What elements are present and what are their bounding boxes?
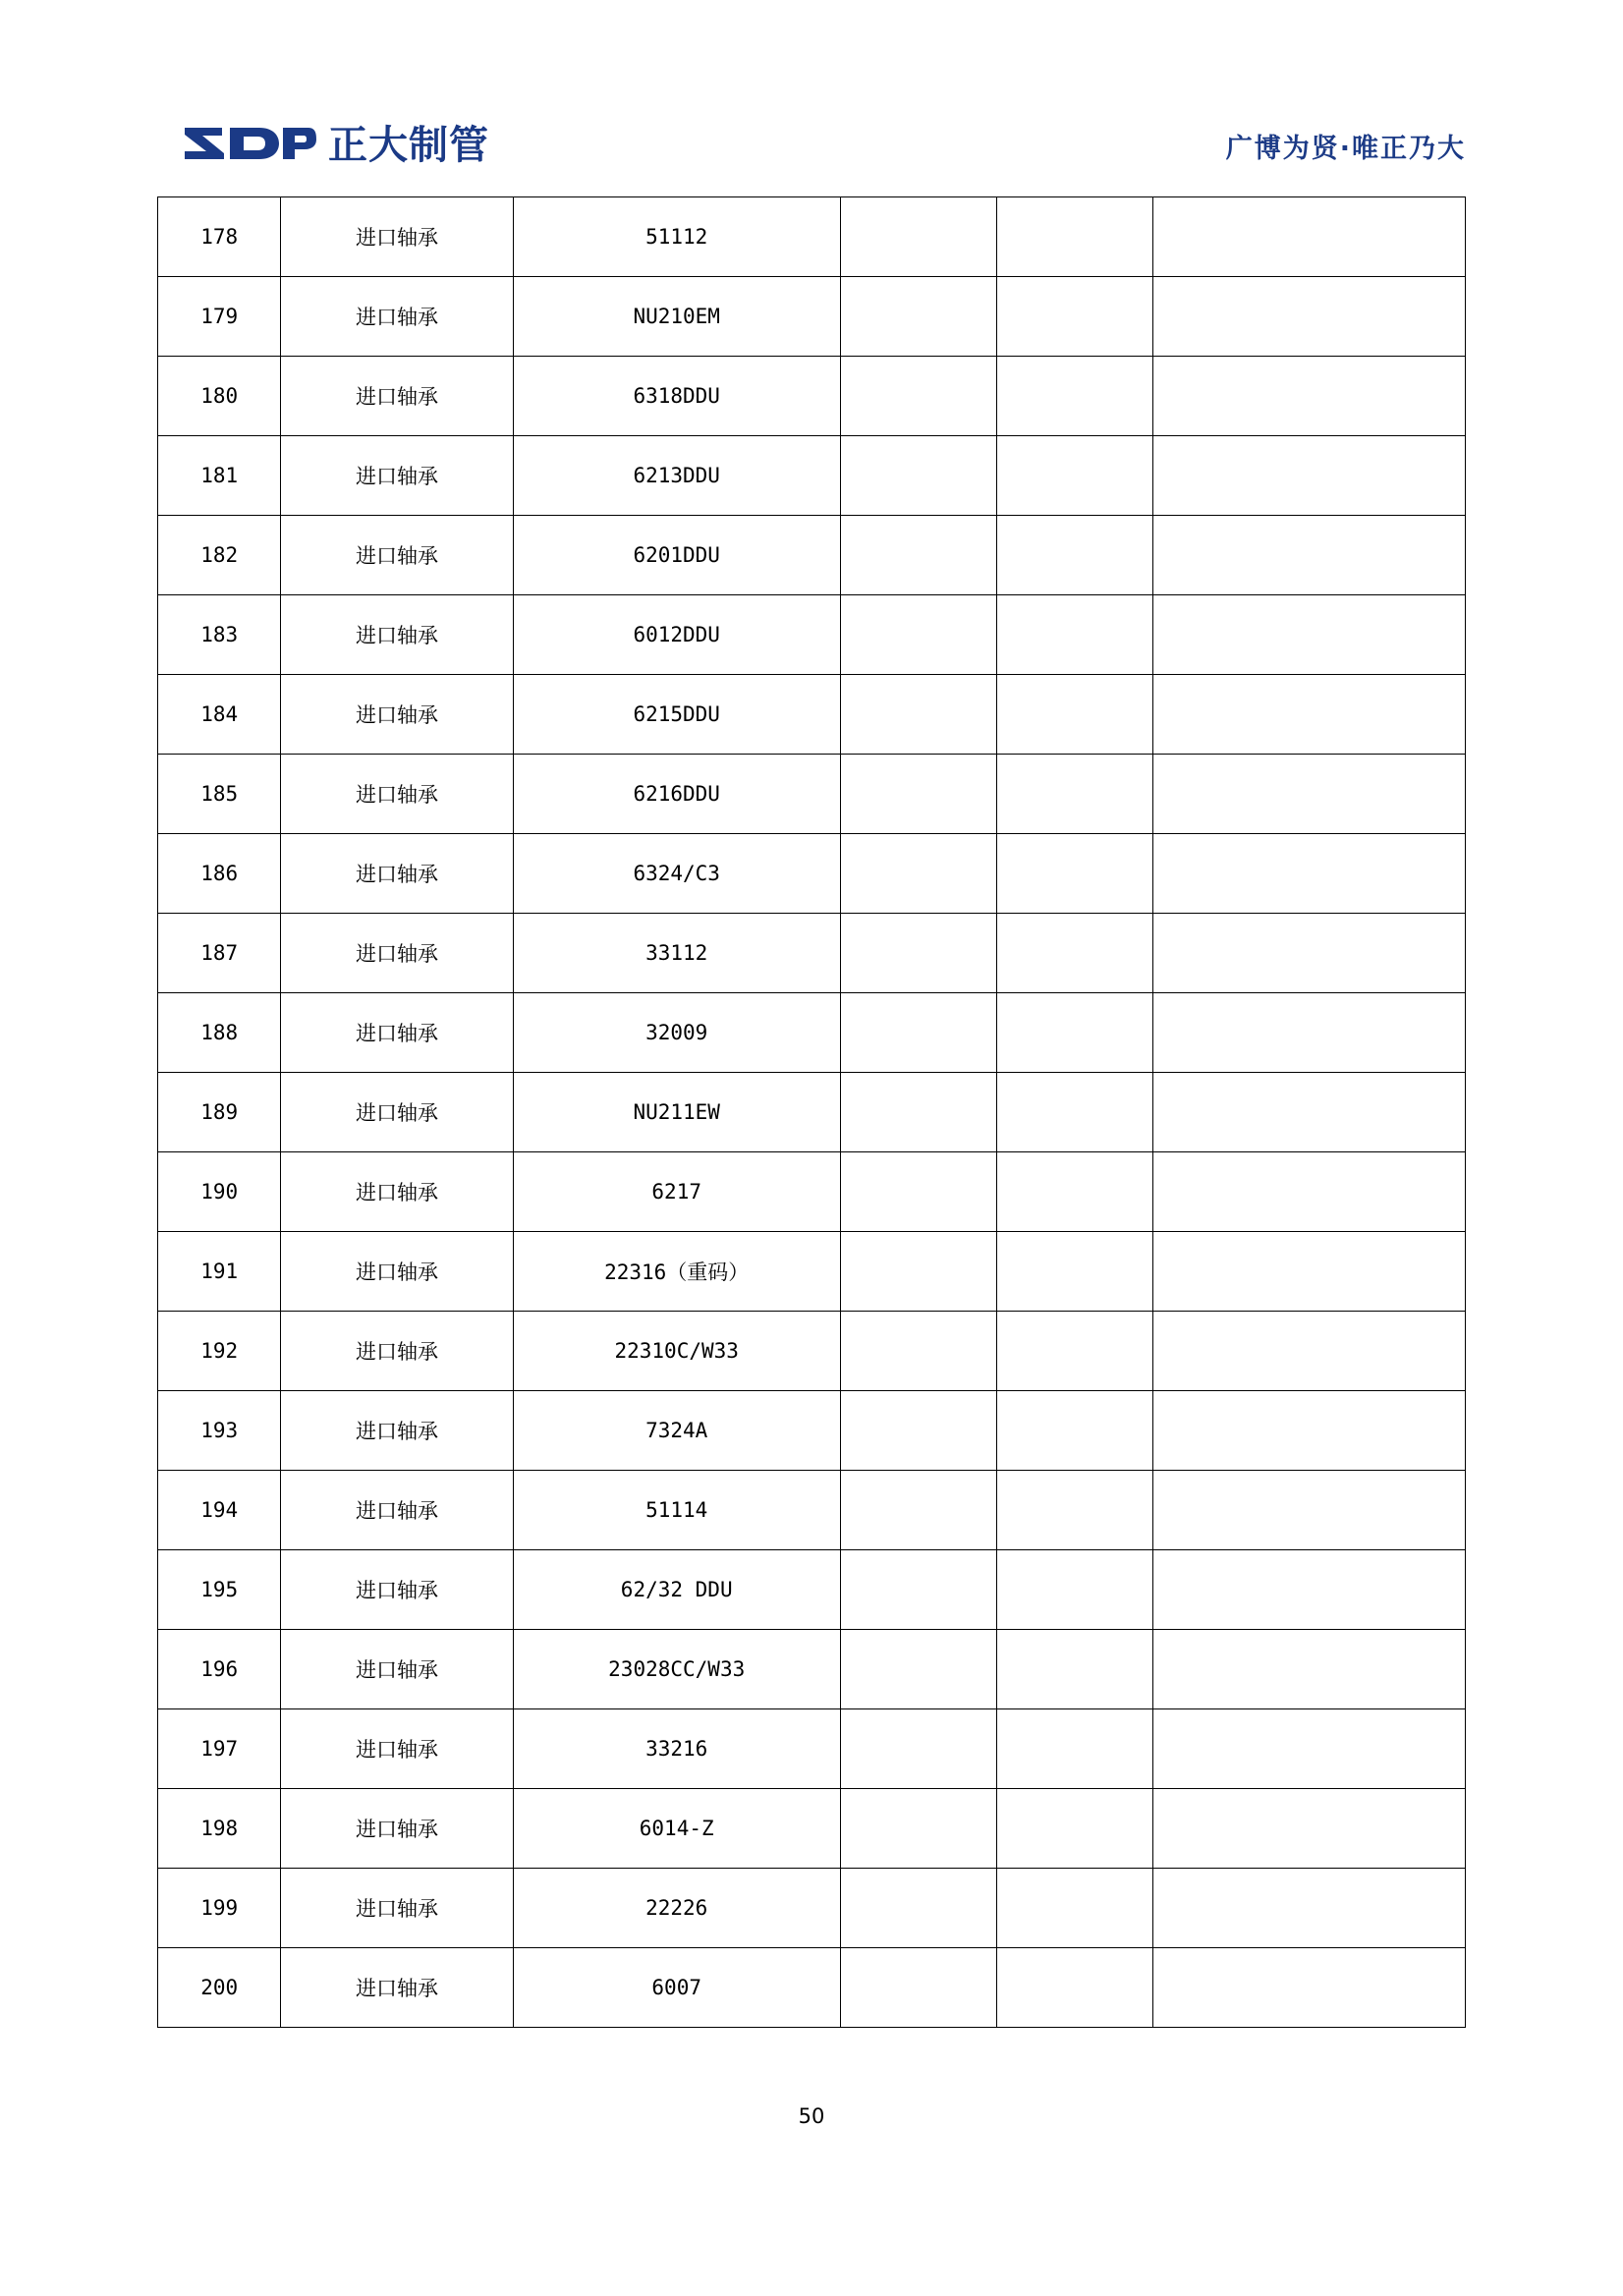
cell-name: 进口轴承 xyxy=(281,675,513,755)
cell-index: 186 xyxy=(158,834,281,914)
table-row xyxy=(158,1312,1466,1391)
cell-blank-3 xyxy=(1153,595,1466,675)
cell-name: 进口轴承 xyxy=(281,755,513,834)
cell-model: 7324A xyxy=(513,1391,840,1471)
table-row xyxy=(158,1550,1466,1630)
cell-name: 进口轴承 xyxy=(281,1471,513,1550)
cell-blank-2 xyxy=(997,675,1153,755)
cell-blank-2 xyxy=(997,1948,1153,2028)
table-row xyxy=(158,1709,1466,1789)
cell-blank-1 xyxy=(840,755,996,834)
cell-model: 6215DDU xyxy=(513,675,840,755)
cell-index: 183 xyxy=(158,595,281,675)
cell-index: 199 xyxy=(158,1869,281,1948)
cell-blank-2 xyxy=(997,516,1153,595)
cell-blank-1 xyxy=(840,436,996,516)
cell-index: 196 xyxy=(158,1630,281,1709)
cell-name: 进口轴承 xyxy=(281,1232,513,1312)
cell-blank-2 xyxy=(997,436,1153,516)
cell-blank-2 xyxy=(997,1869,1153,1948)
cell-blank-2 xyxy=(997,834,1153,914)
cell-blank-3 xyxy=(1153,1312,1466,1391)
cell-blank-1 xyxy=(840,1312,996,1391)
cell-name: 进口轴承 xyxy=(281,1789,513,1869)
cell-model: 6324/C3 xyxy=(513,834,840,914)
cell-index: 195 xyxy=(158,1550,281,1630)
cell-index: 178 xyxy=(158,197,281,277)
cell-index: 194 xyxy=(158,1471,281,1550)
cell-blank-3 xyxy=(1153,755,1466,834)
cell-blank-3 xyxy=(1153,1232,1466,1312)
cell-model: 33112 xyxy=(513,914,840,993)
cell-blank-3 xyxy=(1153,675,1466,755)
table-row xyxy=(158,1869,1466,1948)
company-slogan: 广博为贤·唯正乃大 xyxy=(1225,133,1466,164)
cell-blank-1 xyxy=(840,1709,996,1789)
cell-blank-1 xyxy=(840,1232,996,1312)
cell-name: 进口轴承 xyxy=(281,1709,513,1789)
cell-blank-1 xyxy=(840,357,996,436)
table-row xyxy=(158,436,1466,516)
cell-blank-3 xyxy=(1153,197,1466,277)
cell-blank-2 xyxy=(997,1391,1153,1471)
table-row xyxy=(158,1391,1466,1471)
cell-blank-3 xyxy=(1153,357,1466,436)
cell-model: 51114 xyxy=(513,1471,840,1550)
cell-blank-2 xyxy=(997,197,1153,277)
cell-blank-3 xyxy=(1153,834,1466,914)
cell-name: 进口轴承 xyxy=(281,1312,513,1391)
cell-index: 182 xyxy=(158,516,281,595)
cell-blank-3 xyxy=(1153,914,1466,993)
cell-blank-1 xyxy=(840,834,996,914)
cell-blank-1 xyxy=(840,1550,996,1630)
table-row xyxy=(158,1152,1466,1232)
cell-name: 进口轴承 xyxy=(281,1152,513,1232)
cell-blank-1 xyxy=(840,277,996,357)
cell-model: NU211EW xyxy=(513,1073,840,1152)
cell-model: 22226 xyxy=(513,1869,840,1948)
cell-name: 进口轴承 xyxy=(281,197,513,277)
table-row xyxy=(158,595,1466,675)
cell-blank-2 xyxy=(997,755,1153,834)
cell-blank-1 xyxy=(840,1789,996,1869)
table-row xyxy=(158,1948,1466,2028)
cell-blank-3 xyxy=(1153,1789,1466,1869)
cell-blank-1 xyxy=(840,675,996,755)
cell-name: 进口轴承 xyxy=(281,1948,513,2028)
table-row xyxy=(158,1073,1466,1152)
cell-model: 32009 xyxy=(513,993,840,1073)
parts-table xyxy=(157,196,1466,2028)
cell-blank-1 xyxy=(840,1948,996,2028)
cell-name: 进口轴承 xyxy=(281,834,513,914)
cell-blank-1 xyxy=(840,1073,996,1152)
cell-blank-3 xyxy=(1153,516,1466,595)
cell-blank-2 xyxy=(997,1789,1153,1869)
cell-model: 6216DDU xyxy=(513,755,840,834)
cell-model: 51112 xyxy=(513,197,840,277)
cell-blank-3 xyxy=(1153,1869,1466,1948)
cell-blank-1 xyxy=(840,1391,996,1471)
cell-name: 进口轴承 xyxy=(281,993,513,1073)
cell-blank-2 xyxy=(997,1312,1153,1391)
cell-blank-3 xyxy=(1153,1471,1466,1550)
cell-blank-1 xyxy=(840,595,996,675)
cell-index: 187 xyxy=(158,914,281,993)
cell-model: 6318DDU xyxy=(513,357,840,436)
cell-index: 198 xyxy=(158,1789,281,1869)
company-logo xyxy=(183,124,489,168)
cell-blank-2 xyxy=(997,1471,1153,1550)
cell-index: 188 xyxy=(158,993,281,1073)
cell-blank-2 xyxy=(997,1232,1153,1312)
cell-name: 进口轴承 xyxy=(281,357,513,436)
cell-blank-2 xyxy=(997,1630,1153,1709)
cell-name: 进口轴承 xyxy=(281,516,513,595)
cell-blank-1 xyxy=(840,1471,996,1550)
cell-index: 192 xyxy=(158,1312,281,1391)
cell-index: 193 xyxy=(158,1391,281,1471)
cell-model: NU210EM xyxy=(513,277,840,357)
cell-blank-3 xyxy=(1153,1630,1466,1709)
cell-blank-1 xyxy=(840,1630,996,1709)
cell-name: 进口轴承 xyxy=(281,595,513,675)
cell-index: 184 xyxy=(158,675,281,755)
cell-index: 180 xyxy=(158,357,281,436)
cell-model: 6201DDU xyxy=(513,516,840,595)
page-header xyxy=(183,116,1466,175)
cell-model: 6217 xyxy=(513,1152,840,1232)
cell-blank-3 xyxy=(1153,1709,1466,1789)
cell-index: 181 xyxy=(158,436,281,516)
cell-blank-2 xyxy=(997,1073,1153,1152)
table-row xyxy=(158,755,1466,834)
cell-blank-2 xyxy=(997,277,1153,357)
cell-blank-3 xyxy=(1153,993,1466,1073)
cell-blank-1 xyxy=(840,1869,996,1948)
cell-index: 190 xyxy=(158,1152,281,1232)
cell-name: 进口轴承 xyxy=(281,436,513,516)
table-row xyxy=(158,197,1466,277)
company-name: 正大制管 xyxy=(328,123,489,168)
table-row xyxy=(158,277,1466,357)
cell-blank-1 xyxy=(840,993,996,1073)
cell-blank-3 xyxy=(1153,436,1466,516)
cell-index: 200 xyxy=(158,1948,281,2028)
table-row xyxy=(158,914,1466,993)
cell-blank-1 xyxy=(840,516,996,595)
cell-blank-1 xyxy=(840,1152,996,1232)
cell-blank-2 xyxy=(997,357,1153,436)
cell-name: 进口轴承 xyxy=(281,1630,513,1709)
cell-blank-3 xyxy=(1153,277,1466,357)
cell-index: 185 xyxy=(158,755,281,834)
cell-blank-3 xyxy=(1153,1391,1466,1471)
cell-model: 6007 xyxy=(513,1948,840,2028)
cell-index: 189 xyxy=(158,1073,281,1152)
cell-name: 进口轴承 xyxy=(281,1391,513,1471)
cell-index: 197 xyxy=(158,1709,281,1789)
zdp-logo-icon xyxy=(183,124,316,168)
cell-blank-3 xyxy=(1153,1550,1466,1630)
cell-model: 22316（重码） xyxy=(513,1232,840,1312)
cell-model: 23028CC/W33 xyxy=(513,1630,840,1709)
table-row xyxy=(158,834,1466,914)
cell-model: 22310C/W33 xyxy=(513,1312,840,1391)
cell-blank-2 xyxy=(997,914,1153,993)
cell-model: 6012DDU xyxy=(513,595,840,675)
cell-blank-1 xyxy=(840,197,996,277)
cell-blank-3 xyxy=(1153,1073,1466,1152)
parts-table-body xyxy=(158,197,1466,2028)
cell-blank-2 xyxy=(997,1152,1153,1232)
cell-blank-2 xyxy=(997,1709,1153,1789)
cell-model: 6014-Z xyxy=(513,1789,840,1869)
table-row xyxy=(158,675,1466,755)
cell-model: 62/32 DDU xyxy=(513,1550,840,1630)
table-row xyxy=(158,993,1466,1073)
cell-name: 进口轴承 xyxy=(281,1869,513,1948)
cell-blank-3 xyxy=(1153,1948,1466,2028)
cell-model: 6213DDU xyxy=(513,436,840,516)
cell-index: 179 xyxy=(158,277,281,357)
cell-name: 进口轴承 xyxy=(281,1550,513,1630)
table-row xyxy=(158,516,1466,595)
cell-name: 进口轴承 xyxy=(281,914,513,993)
cell-index: 191 xyxy=(158,1232,281,1312)
table-row xyxy=(158,1232,1466,1312)
page-number: 50 xyxy=(798,2104,825,2128)
cell-blank-2 xyxy=(997,595,1153,675)
table-row xyxy=(158,1789,1466,1869)
cell-blank-2 xyxy=(997,1550,1153,1630)
cell-blank-2 xyxy=(997,993,1153,1073)
table-row xyxy=(158,1630,1466,1709)
table-row xyxy=(158,1471,1466,1550)
cell-name: 进口轴承 xyxy=(281,1073,513,1152)
cell-blank-3 xyxy=(1153,1152,1466,1232)
cell-name: 进口轴承 xyxy=(281,277,513,357)
table-row xyxy=(158,357,1466,436)
cell-blank-1 xyxy=(840,914,996,993)
cell-model: 33216 xyxy=(513,1709,840,1789)
